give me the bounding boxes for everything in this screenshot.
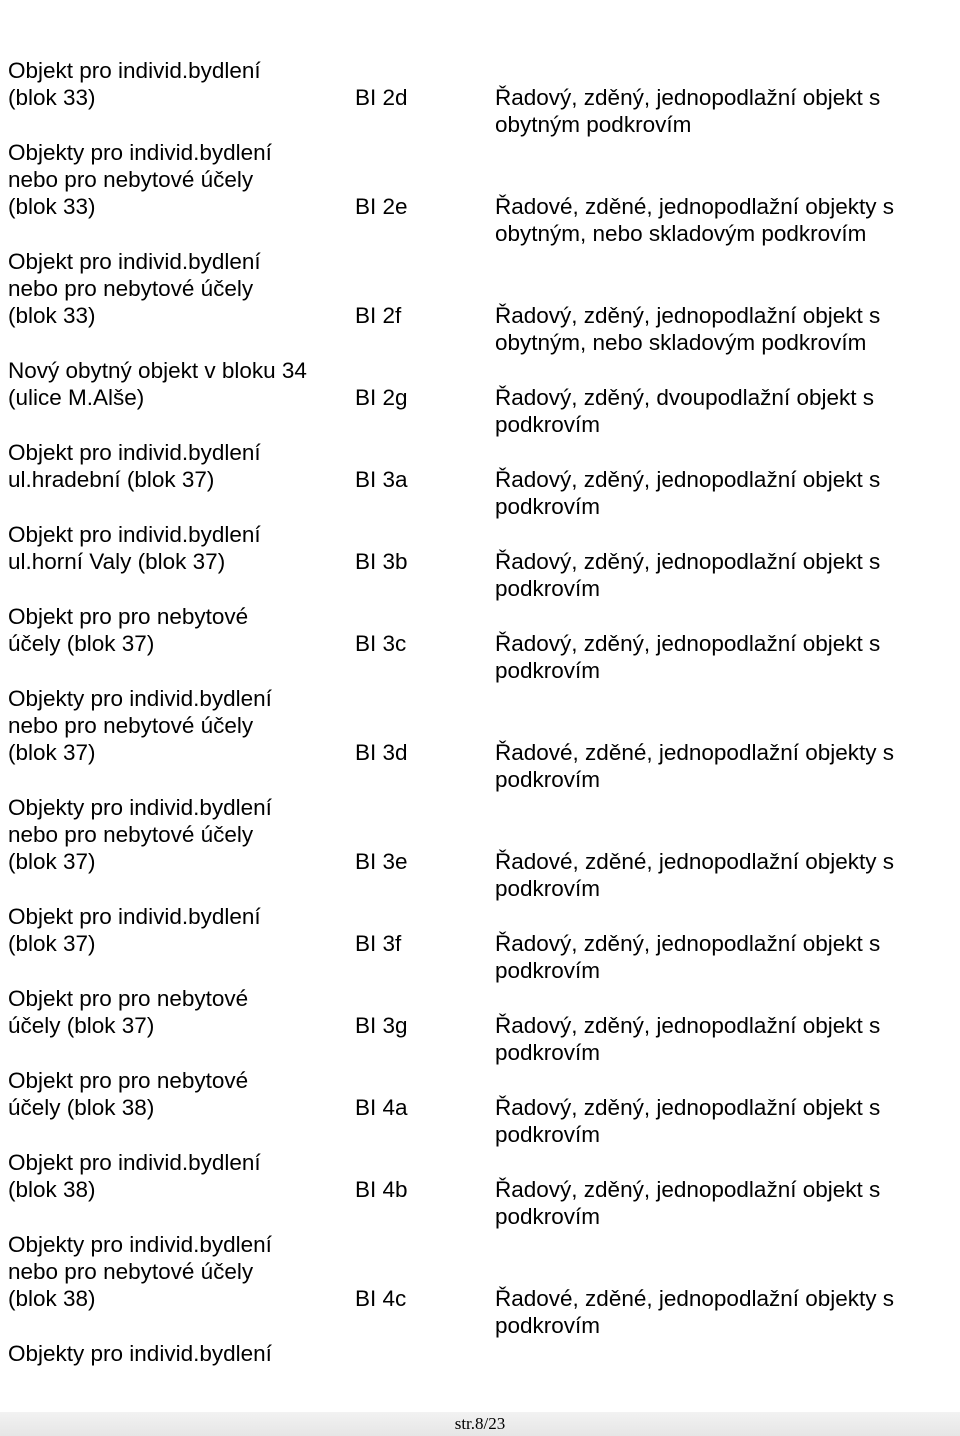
object-description-line: Řadový, zděný, jednopodlažní objekt s: [495, 931, 881, 956]
object-description-line: podkrovím: [495, 576, 601, 601]
object-name-line: Objekt pro individ.bydlení: [8, 440, 261, 465]
table-row: [8, 1340, 948, 1368]
object-code-label: BI 3g: [355, 1013, 408, 1038]
object-name-line: (blok 33): [8, 85, 96, 110]
object-name-line: účely (blok 37): [8, 1013, 155, 1038]
object-description: [495, 630, 955, 684]
object-description-line: podkrovím: [495, 1040, 601, 1065]
object-name: [8, 685, 348, 766]
object-description: [495, 193, 955, 247]
object-description-line: podkrovím: [495, 1313, 601, 1338]
object-description: [495, 302, 955, 356]
object-name-line: Objekty pro individ.bydlení: [8, 686, 272, 711]
object-name-line: (blok 37): [8, 740, 96, 765]
table-row: [8, 357, 948, 439]
object-name-line: nebo pro nebytové účely: [8, 276, 254, 301]
object-description-line: podkrovím: [495, 1122, 601, 1147]
object-description: [495, 84, 955, 138]
object-description: [495, 384, 955, 438]
object-code: [355, 466, 465, 493]
object-name-line: Objekt pro pro nebytové: [8, 1068, 249, 1093]
object-description-line: Řadový, zděný, jednopodlažní objekt s: [495, 303, 881, 328]
object-name-line: Objekt pro pro nebytové: [8, 604, 249, 629]
object-description: [495, 1285, 955, 1339]
object-name-line: (blok 38): [8, 1286, 96, 1311]
object-name: [8, 903, 348, 957]
object-code-label: BI 2f: [355, 303, 402, 328]
object-description-line: Řadový, zděný, jednopodlažní objekt s: [495, 1177, 881, 1202]
object-name-line: (blok 33): [8, 303, 96, 328]
object-code-label: BI 4c: [355, 1286, 407, 1311]
object-description-line: obytným, nebo skladovým podkrovím: [495, 221, 867, 246]
table-row: [8, 1231, 948, 1340]
object-name-line: Objekt pro individ.bydlení: [8, 522, 261, 547]
object-name: [8, 57, 348, 111]
object-name: [8, 1340, 348, 1367]
object-description-line: Řadové, zděné, jednopodlažní objekty s: [495, 1286, 895, 1311]
table-row: [8, 794, 948, 903]
object-description-line: Řadové, zděné, jednopodlažní objekty s: [495, 740, 895, 765]
object-name-line: Objekty pro individ.bydlení: [8, 1341, 272, 1366]
object-name-line: Objekt pro individ.bydlení: [8, 249, 261, 274]
object-description: [495, 739, 955, 793]
table-row: [8, 985, 948, 1067]
object-name: [8, 1231, 348, 1312]
table-row: [8, 439, 948, 521]
object-description-line: Řadový, zděný, jednopodlažní objekt s: [495, 1013, 881, 1038]
object-name-line: Objekty pro individ.bydlení: [8, 140, 272, 165]
object-name-line: nebo pro nebytové účely: [8, 167, 254, 192]
object-name-line: ul.hradební (blok 37): [8, 467, 215, 492]
object-name-line: Objekt pro individ.bydlení: [8, 58, 261, 83]
object-description-line: Řadový, zděný, jednopodlažní objekt s: [495, 631, 881, 656]
object-description-line: Řadový, zděný, dvoupodlažní objekt s: [495, 385, 874, 410]
object-code: [355, 84, 465, 111]
object-description-line: Řadový, zděný, jednopodlažní objekt s: [495, 549, 881, 574]
object-code: [355, 1285, 465, 1312]
object-description-line: Řadové, zděné, jednopodlažní objekty s: [495, 194, 895, 219]
object-description: [495, 1012, 955, 1066]
object-name-line: (blok 37): [8, 849, 96, 874]
object-code: [355, 302, 465, 329]
object-code: [355, 739, 465, 766]
table-row: [8, 248, 948, 357]
object-name-line: účely (blok 37): [8, 631, 155, 656]
table-row: [8, 1067, 948, 1149]
object-code: [355, 1176, 465, 1203]
object-name-line: nebo pro nebytové účely: [8, 822, 254, 847]
object-description: [495, 930, 955, 984]
object-code-label: BI 3d: [355, 740, 408, 765]
object-name: [8, 248, 348, 329]
table-row: [8, 521, 948, 603]
object-code-label: BI 2e: [355, 194, 408, 219]
object-description: [495, 1176, 955, 1230]
object-code-label: BI 2d: [355, 85, 408, 110]
object-code: [355, 1012, 465, 1039]
object-name-line: Objekty pro individ.bydlení: [8, 1232, 272, 1257]
object-name: [8, 521, 348, 575]
object-name-line: (ulice M.Alše): [8, 385, 145, 410]
object-description: [495, 848, 955, 902]
object-name: [8, 139, 348, 220]
object-description-line: obytným podkrovím: [495, 112, 692, 137]
table-row: [8, 57, 948, 139]
object-name-line: nebo pro nebytové účely: [8, 713, 254, 738]
object-name-line: nebo pro nebytové účely: [8, 1259, 254, 1284]
object-code-label: BI 3f: [355, 931, 402, 956]
table-row: [8, 603, 948, 685]
object-name-line: ul.horní Valy (blok 37): [8, 549, 226, 574]
object-code-label: BI 3e: [355, 849, 408, 874]
object-name: [8, 439, 348, 493]
object-code-label: BI 4a: [355, 1095, 408, 1120]
object-name: [8, 1067, 348, 1121]
table-row: [8, 685, 948, 794]
object-code: [355, 548, 465, 575]
object-description-line: Řadový, zděný, jednopodlažní objekt s: [495, 1095, 881, 1120]
object-description-line: podkrovím: [495, 412, 601, 437]
object-description: [495, 1094, 955, 1148]
object-description: [495, 466, 955, 520]
table-row: [8, 139, 948, 248]
object-code: [355, 630, 465, 657]
object-code: [355, 384, 465, 411]
page-number: str.8/23: [454, 1414, 506, 1433]
object-code: [355, 193, 465, 220]
object-name-line: Objekt pro pro nebytové: [8, 986, 249, 1011]
table-row: [8, 1149, 948, 1231]
object-code-label: BI 3a: [355, 467, 408, 492]
object-name-line: Objekt pro individ.bydlení: [8, 904, 261, 929]
object-code-label: BI 3c: [355, 631, 407, 656]
object-code-label: BI 4b: [355, 1177, 408, 1202]
object-description-line: Řadový, zděný, jednopodlažní objekt s: [495, 85, 881, 110]
object-description-line: podkrovím: [495, 494, 601, 519]
object-description-line: Řadový, zděný, jednopodlažní objekt s: [495, 467, 881, 492]
object-name: [8, 603, 348, 657]
object-name: [8, 1149, 348, 1203]
object-description-line: podkrovím: [495, 876, 601, 901]
object-name-line: Objekt pro individ.bydlení: [8, 1150, 261, 1175]
table-row: [8, 903, 948, 985]
object-name-line: Objekty pro individ.bydlení: [8, 795, 272, 820]
object-name: [8, 985, 348, 1039]
object-code: [355, 1094, 465, 1121]
object-code: [355, 930, 465, 957]
object-name: [8, 357, 348, 411]
object-code-label: BI 3b: [355, 549, 408, 574]
object-name: [8, 794, 348, 875]
object-name-line: (blok 37): [8, 931, 96, 956]
object-code-label: BI 2g: [355, 385, 408, 410]
object-description-line: podkrovím: [495, 767, 601, 792]
object-description-line: Řadové, zděné, jednopodlažní objekty s: [495, 849, 895, 874]
object-name-line: (blok 38): [8, 1177, 96, 1202]
object-name-line: (blok 33): [8, 194, 96, 219]
object-code: [355, 848, 465, 875]
document-body: [8, 57, 948, 1368]
object-description-line: podkrovím: [495, 658, 601, 683]
object-description-line: obytným, nebo skladovým podkrovím: [495, 330, 867, 355]
object-description-line: podkrovím: [495, 1204, 601, 1229]
page-footer: [0, 1412, 960, 1436]
object-description-line: podkrovím: [495, 958, 601, 983]
object-name-line: účely (blok 38): [8, 1095, 155, 1120]
object-name-line: Nový obytný objekt v bloku 34: [8, 358, 307, 383]
object-description: [495, 548, 955, 602]
